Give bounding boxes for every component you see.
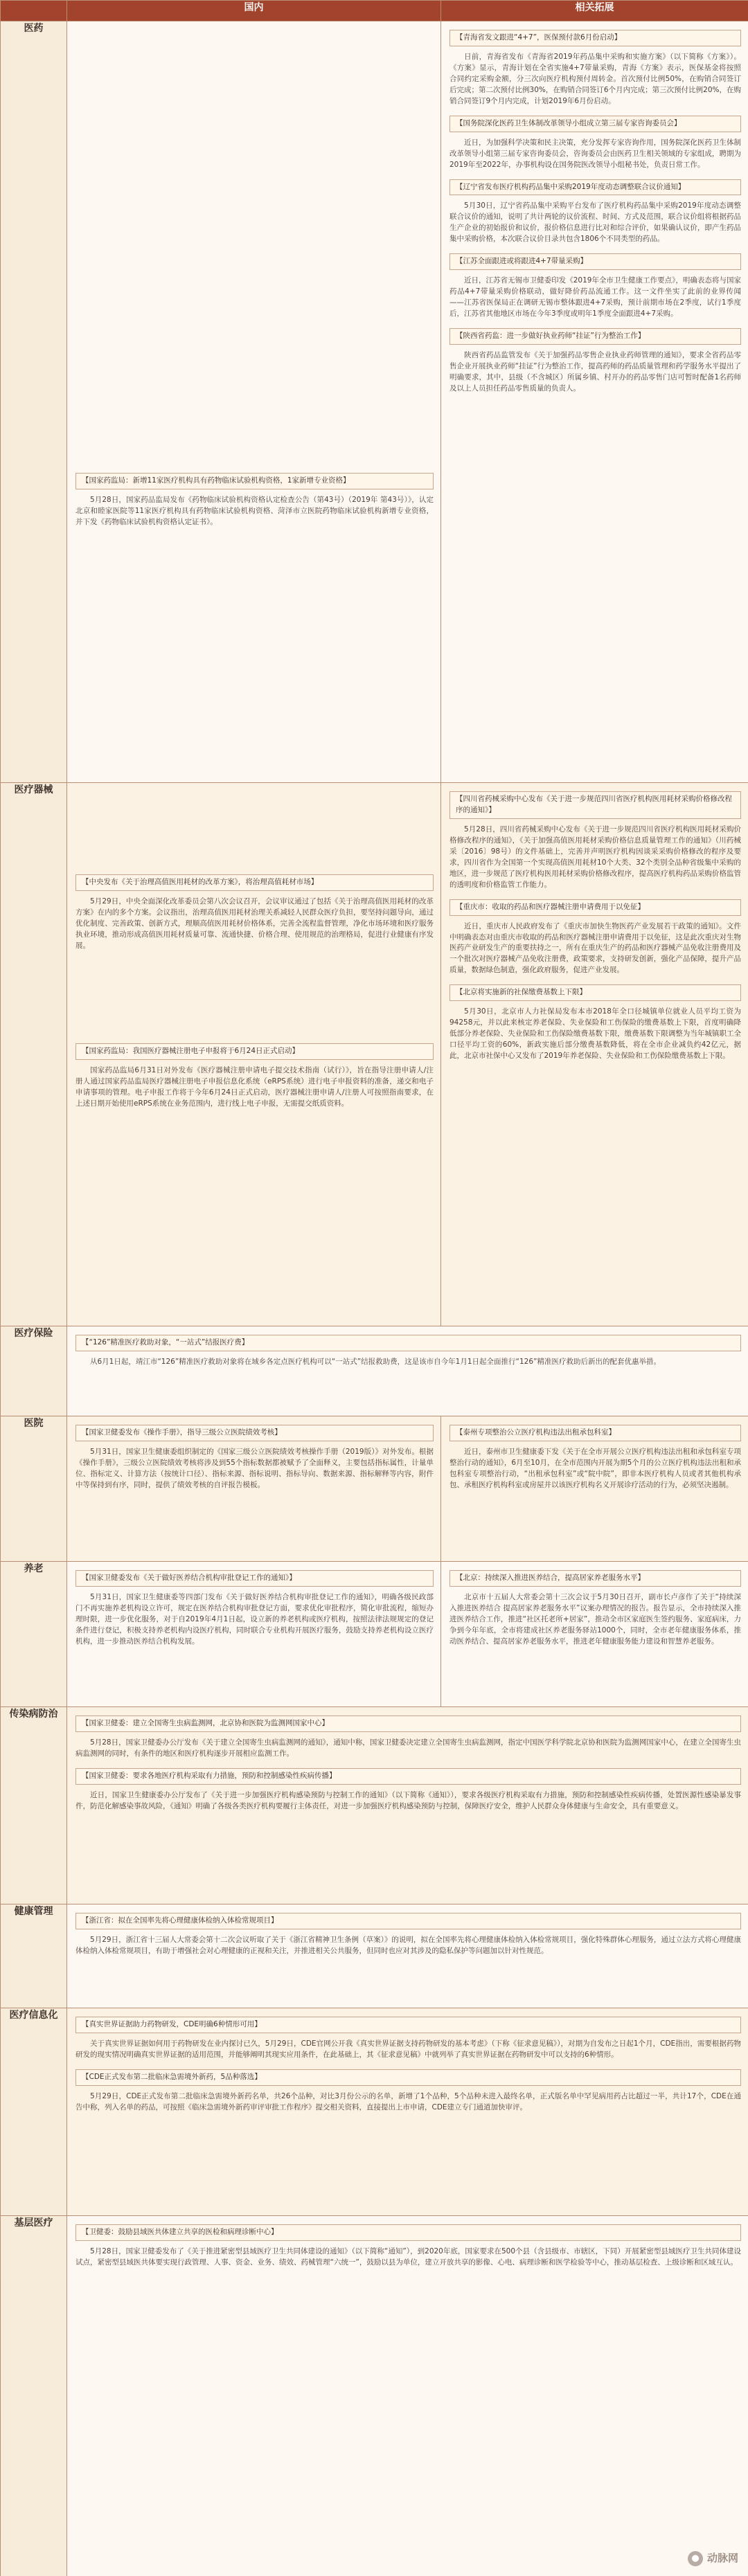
news-body: 近日，江苏省无锡市卫健委印发《2019年全市卫生健康工作要点》，明确表态将与国家药品4+7带量采购价格联动，做好降价药品流通工作。这一文件坐实了此前的业界传闻——江苏省医保局正在调研无锡市整体跟进4+7采购，预计前期市场在2季度，试行1季度后，江苏省其他地区市场在今年3季度或明年1季度全面跟进4+7采购。 <box>449 276 741 318</box>
section-devices <box>1 783 748 1326</box>
news-body: 近日，泰州市卫生健康委下发《关于在全市开展公立医疗机构违法出租和承包科室专项整治行动的通知》，6月至10月，在全市范围内开展为期5个月的公立医疗机构违法出租和承包科室专项整治行动，“出租承包科室”或“院中院”，即非本医疗机构人员或者其他机构承包、承租医疗机构科室或房屋并以该医疗机构名义开展诊疗活动的行为，必须坚决遏制。 <box>449 1447 741 1489</box>
header-related: 相关拓展 <box>441 1 748 21</box>
category-label: 医院 <box>1 1416 67 1562</box>
news-title: 【国家卫健委发布《关于做好医养结合机构审批登记工作的通知》】 <box>75 1570 434 1587</box>
news-title: 【“126”精准医疗救助对象，“一站式”结报医疗费】 <box>75 1335 741 1351</box>
news-body: 近日，重庆市人民政府发布了《重庆市加快生物医药产业发展若干政策的通知》。文件中明确表态对由重庆市收取的药品和医疗器械注册申请费用于以免征，这是此次重庆对生物医药产业研发生产的重要扶持之一，所有在重庆生产的药品和医疗器械产品免收注册费用及一个批次对医疗器械产品免收注册费，政策要求，支持研发创新，强化产品保障，提升产品质量，数据绿色制造，强化政府服务，促进产业发展。 <box>449 921 741 975</box>
news-title: 【青海省发文跟进“4+7”，医保预付款6月份启动】 <box>449 30 741 46</box>
news-body: 陕西省药品监管发布《关于加强药品零售企业执业药师管理的通知》，要求全省药品零售企业开展执业药师“挂证”行为整治工作，提高药师的药品质量管理和药学服务水平提出了明确要求，其中，县级（不含城区）所属乡镇、村开办的药品零售门店可暂时配备1名药师及以上人员担任药品零售质量的负责人。 <box>449 351 741 393</box>
news-title: 【国家卫健委：要求各地医疗机构采取有力措施，预防和控制感染性疾病传播】 <box>75 1768 741 1785</box>
news-entry <box>75 1570 434 1648</box>
news-entry <box>75 2017 741 2061</box>
news-title: 【四川省药械采购中心发布《关于进一步规范四川省医疗机构医用耗材采购价格修改程序的通知》】 <box>449 791 741 819</box>
news-body: 5月29日，CDE正式发布第二批临床急需境外新药名单，共26个品种，对比3月份公示的名单，新增了1个品种，5个品种未进入最终名单，正式版名单中罕见病用药占比超过一半，共计17个，CDE在通告中称，列入名单的药品，可按照《临床急需境外新药审评审批工作程序》提交相关资料，直接提出上市申请，CDE建立专门通道加快审评。 <box>75 2091 741 2111</box>
related-column <box>441 783 748 1326</box>
section-primary-care <box>1 2216 748 2576</box>
full-width-column <box>67 1707 748 1904</box>
news-title: 【中央发布《关于治理高值医用耗材的改革方案》，将治理高值耗材市场】 <box>75 874 434 891</box>
news-body: 5月28日，国家卫健委发布了《关于推进紧密型县域医疗卫生共同体建设的通知》（以下简称“通知”），到2020年底，国家要求在500个县（含县级市、市辖区，下同）开展紧密型县域医疗卫生共同体建设试点，紧密型县域医共体要实现行政管理、人事、资金、业务、绩效、药械管理“六统一”，鼓励以县为单位，建立开放共享的影像、心电、病理诊断和医学检验等中心，推动基层检查、上级诊断和区域互认。 <box>75 2246 741 2267</box>
news-body: 近日，国家卫生健康委办公厅发布了《关于进一步加强医疗机构感染预防与控制工作的通知》（以下简称《通知》），要求各级医疗机构采取有力措施，预防和控制感染性疾病传播，处置医源性感染暴发事件，防范化解感染事故风险，《通知》明确了各级各类医疗机构要履行主体责任，对进一步加强医疗机构感染预防与控制，保障医疗安全，维护人民群众身体健康与生命安全，具有重要意义。 <box>75 1790 741 1810</box>
header-blank <box>1 1 67 21</box>
news-entry <box>75 1913 741 1957</box>
news-body: 北京市十五届人大常委会第十三次会议于5月30日召开，副市长卢彦作了关于“持续深入推进医养结合 提高居家养老服务水平”议案办理情况的报告。报告显示，全市持续深入推进医养结合工作，推进“社区托老所+居家”，推动全市区家庭医生签约服务、家庭病床，力争到今年年底，全市将建成社区养老服务驿站1000个，同时，全市老年健康服务体系，推动医养结合、提高居家养老服务水平，推进老年健康服务能力建设和智慧养老服务。 <box>449 1592 741 1646</box>
news-title: 【国家卫健委：建立全国寄生虫病监测网，北京协和医院为监测网国家中心】 <box>75 1715 741 1732</box>
news-title: 【CDE正式发布第二批临床急需境外新药，5品种落选】 <box>75 2069 741 2086</box>
news-entry <box>449 791 741 891</box>
domestic-column <box>67 1416 441 1562</box>
category-label: 医药 <box>1 21 67 783</box>
news-title: 【江苏全面跟进或将跟进4+7带量采购】 <box>449 253 741 270</box>
news-entry <box>75 1768 741 1812</box>
news-body: 5月30日，北京市人力社保局发布本市2018年全口径城镇单位就业人员平均工资为94258元，并以此来核定养老保险、失业保险和工伤保险的缴费基数上下限，首度明确降低部分养老保险、失业保险和工伤保险缴费基数下限，缴费基数下限调整为当年城镇职工全口径平均工资的60%，新政实施后部分缴费基数降低，将在全市企业减负约42亿元，据此，北京市社保中心又发布了2019年养老保险、失业保险和工伤保险缴费基数上下限。 <box>449 1007 741 1061</box>
related-column <box>441 1562 748 1707</box>
news-title: 【国家药监局：新增11家医疗机构具有药物临床试验机构资格，1家新增专业资格】 <box>75 473 434 489</box>
category-label: 养老 <box>1 1562 67 1707</box>
news-body: 5月28日，国家药品监局发布《药物临床试验机构资格认定检查公告（第43号）（2019年 第43号）》，认定北京和睦家医院等11家医疗机构具有药物临床试验机构资格、菏泽市立医院药物临床试验机构新增专业资格，并下发《药物临床试验机构资格认定证书》。 <box>75 495 434 526</box>
full-width-column <box>67 2008 748 2216</box>
news-entry <box>75 473 434 528</box>
news-body: 5月28日，国家卫健委办公厅发布《关于建立全国寄生虫病监测网的通知》，通知中称，国家卫健委决定建立全国寄生虫病监测网，指定中国医学科学院北京协和医院为监测网国家中心，在建立全国寄生虫病监测网的同时，有条件的地区和医疗机构逐步开展相应监测工作。 <box>75 1738 741 1758</box>
category-label: 基层医疗 <box>1 2216 67 2576</box>
section-pharma <box>1 21 748 783</box>
news-body: 从6月1日起，靖江市“126”精准医疗救助对象将在域乡各定点医疗机构可以“一站式”结报救助费，这是该市自今年1月1日起全面推行“126”精准医疗救助后新出的配套优惠举措。 <box>90 1357 661 1366</box>
category-label: 传染病防治 <box>1 1707 67 1904</box>
category-label: 医疗信息化 <box>1 2008 67 2216</box>
news-entry <box>75 1335 741 1368</box>
domestic-column <box>67 1562 441 1707</box>
news-body: 国家药品监局6月31日对外发布《医疗器械注册申请电子提交技术指南（试行）》，旨在指导注册申请人/注册人通过国家药品监局医疗器械注册电子申报信息化系统（eRPS系统）进行电子申报资料的准备，递交和电子申请事项的管理。电子申报工作将于今年6月24日正式启动，医疗器械注册申请人/注册人可按照指南要求，在上述日期开始使用eRPS系统在业务范围内，进行线上电子申报，无需提交纸质资料。 <box>75 1065 434 1108</box>
section-elderly-care <box>1 1562 748 1707</box>
watermark-text: 动脉网 <box>706 2552 738 2565</box>
news-body: 关于真实世界证据如何用于药物研发在业内探讨已久，5月29日，CDE官网公开我《真实世界证据支持药物研发的基本考虑》（下称《征求意见稿》），对期为自发布之日起1个月，CDE指出，需要根据药物研发的现实情况明确真实世界证据的适用范围，并能够阐明其现实应用条件，在此基础上，其《征求意见稿》中就列举了真实世界证据在药物研发中可以支持的6种情形。 <box>75 2039 741 2059</box>
news-body: 5月30日，辽宁省药品集中采购平台发布了医疗机构药品集中采购2019年度动态调整联合议价的通知，说明了共计两轮的议价流程、时间、方式及范围，联合议价组将根据药品生产企业的初始报价和议价，报价格信息进行比对和综合评价，如果确认议价，即产生药品集中采购价格，本次联合议价目录共包含1806个不同类型的药品。 <box>449 201 741 244</box>
spacer <box>75 251 434 473</box>
full-width-column <box>67 1904 748 2008</box>
category-label: 医疗器械 <box>1 783 67 1326</box>
news-title: 【重庆市：收取的药品和医疗器械注册申请费用于以免征】 <box>449 899 741 916</box>
category-label: 健康管理 <box>1 1904 67 2008</box>
news-body: 5月31日，国家卫生健康委等四部门发布《关于做好医养结合机构审批登记工作的通知》，明确各级民政部门不再实施养老机构设立许可，规定在医养结合机构审批登记方面，要求优化审批程序，简化审批流程，缩短办理时限，进一步优化服务，对于自2019年4月1日起，设立新的养老机构或医疗机构，按照法律法规规定的登记条件进行登记，积极支持养老机构内设医疗机构，同时联合专业机构开展医疗服务，鼓励支持养老机构设立医疗机构，进一步推动医养结合机构发展。 <box>75 1592 434 1646</box>
news-entry <box>449 116 741 171</box>
news-entry <box>449 899 741 977</box>
news-entry <box>449 253 741 320</box>
news-title: 【北京将实施新的社保缴费基数上下限】 <box>449 984 741 1001</box>
related-column <box>441 21 748 783</box>
news-body: 5月28日，四川省药械采购中心发布《关于进一步规范四川省医疗机构医用耗材采购价格修改程序的通知》，《关于加强高值医用耗材采购价格信息质量管理工作的通知》（川药械采〔2016〕98号）的文件基础上，完善并声明医疗机构因谈采采购价格修改的程序及要求，四川省作为全国第一个实现高值医用耗材10个大类、32个类别全品种省级集中采购的地区，进一步规范了医疗机构医用耗材采购价格修改程序，提高医疗机构药品采购价格监管的透明度和价格监管工作能力。 <box>449 825 741 889</box>
spacer <box>75 791 434 874</box>
watermark <box>688 2550 738 2566</box>
news-entry <box>449 984 741 1062</box>
news-body: 5月31日，国家卫生健康委组织制定的《国家三级公立医院绩效考核操作手册（2019版）》对外发布。根据《操作手册》，三级公立医院绩效考核将涉及到55个指标数据都被赋予了全面释义，主要包括指标属性，计量单位、指标定义、计算方法（按统计口径）、指标来源、指标说明、指标导向、数据来源、指标解释等内容，附件中等保持到有序，同时，提供了绩效考核的自评报告模板。 <box>75 1447 434 1489</box>
news-title: 【卫健委：鼓励县域医共体建立共享的医检和病理诊断中心】 <box>75 2224 741 2241</box>
news-title: 【辽宁省发布医疗机构药品集中采购2019年度动态调整联合议价通知】 <box>449 179 741 196</box>
section-hospital <box>1 1416 748 1562</box>
news-entry <box>449 1425 741 1491</box>
header-domestic: 国内 <box>67 1 441 21</box>
news-body: 5月29日，浙江省十三届人大常委会第十二次会议听取了关于《浙江省精神卫生条例（草案）》的说明，拟在全国率先将心理健康体检纳入体检常规项目，强化特殊群体心理服务，通过立法方式将心理健康体检纳入体检常规项目，有助于增强社会对心理健康的正视和关注，并推进相关公共服务，但同时也应对其涉及的隐私保护等问题加以针对性规范。 <box>75 1935 741 1955</box>
section-insurance <box>1 1326 748 1416</box>
domestic-column <box>67 21 441 783</box>
section-health-management <box>1 1904 748 2008</box>
news-body: 5月29日，中央全面深化改革委员会第八次会议召开，会议审议通过了包括《关于治理高值医用耗材的改革方案》在内的多个方案。会议指出，治理高值医用耗材治理关系减轻人民群众医疗负担，要坚持问题导向，通过优化制度、完善政策、创新方式，理顺高值医用耗材价格体系，完善全流程监督管理，净化市场环境和医疗服务执业环境，推动形成高值医用耗材质量可靠、流通快捷、价格合理、使用规范的治理格局，促进行业健康有序发展。 <box>75 897 434 950</box>
news-body: 近日，为加强科学决策和民主决策，充分发挥专家咨询作用，国务院深化医药卫生体制改革领导小组第三届专家咨询委员会，咨询委员会由医药卫生相关领域的专家组成，聘期为2019年至2022年，办事机构设在国务院医改领导小组秘书处，负责日常工作。 <box>449 138 741 169</box>
news-entry <box>449 30 741 107</box>
news-title: 【国务院深化医药卫生体制改革领导小组成立第三届专家咨询委员会】 <box>449 116 741 132</box>
news-entry <box>75 1715 741 1760</box>
spacer <box>75 960 434 1043</box>
news-entry <box>75 2069 741 2114</box>
section-infectious-disease <box>1 1707 748 1904</box>
news-title: 【北京：持续深入推进医养结合，提高居家养老服务水平】 <box>449 1570 741 1587</box>
news-body: 日前，青海省发布《青海省2019年药品集中采购和实施方案》（以下简称《方案》）。《方案》显示，青海计划在全省实施4+7带量采购，青海《方案》表示，医保基金将按照合同约定采购金额，分三次向医疗机构预付周转金。首次预付比例50%，在购销合同签订后完成；第二次预付比例30%，在购销合同签订6个月内完成；第三次预付比例20%，在购销合同签订9个月内完成，计划2019年6月份启动。 <box>449 52 741 105</box>
news-title: 【真实世界证据助力药物研发，CDE明确6种情形可用】 <box>75 2017 741 2033</box>
news-title: 【泰州专项整治公立医疗机构违法出租承包科室】 <box>449 1425 741 1441</box>
full-width-column <box>67 1326 748 1416</box>
news-entry <box>75 1425 434 1491</box>
news-title: 【陕西省药监：进一步做好执业药师“挂证”行为整治工作】 <box>449 328 741 345</box>
full-width-column <box>67 2216 748 2576</box>
news-title: 【浙江省：拟在全国率先将心理健康体检纳入体检常规项目】 <box>75 1913 741 1929</box>
news-entry <box>449 328 741 395</box>
domestic-column <box>67 783 441 1326</box>
related-column <box>441 1416 748 1562</box>
news-title: 【国家卫健委发布《操作手册》，指导三级公立医院绩效考核】 <box>75 1425 434 1441</box>
news-entry <box>75 2224 741 2269</box>
news-title: 【国家药监局：我国医疗器械注册电子申报将于6月24日正式启动】 <box>75 1043 434 1060</box>
section-medical-informatization <box>1 2008 748 2216</box>
news-entry <box>449 179 741 246</box>
spacer <box>75 30 434 251</box>
news-entry <box>75 1043 434 1110</box>
chat-bubble-icon: ● <box>688 2551 703 2566</box>
category-label: 医疗保险 <box>1 1326 67 1416</box>
news-entry <box>75 874 434 952</box>
news-entry <box>449 1570 741 1648</box>
